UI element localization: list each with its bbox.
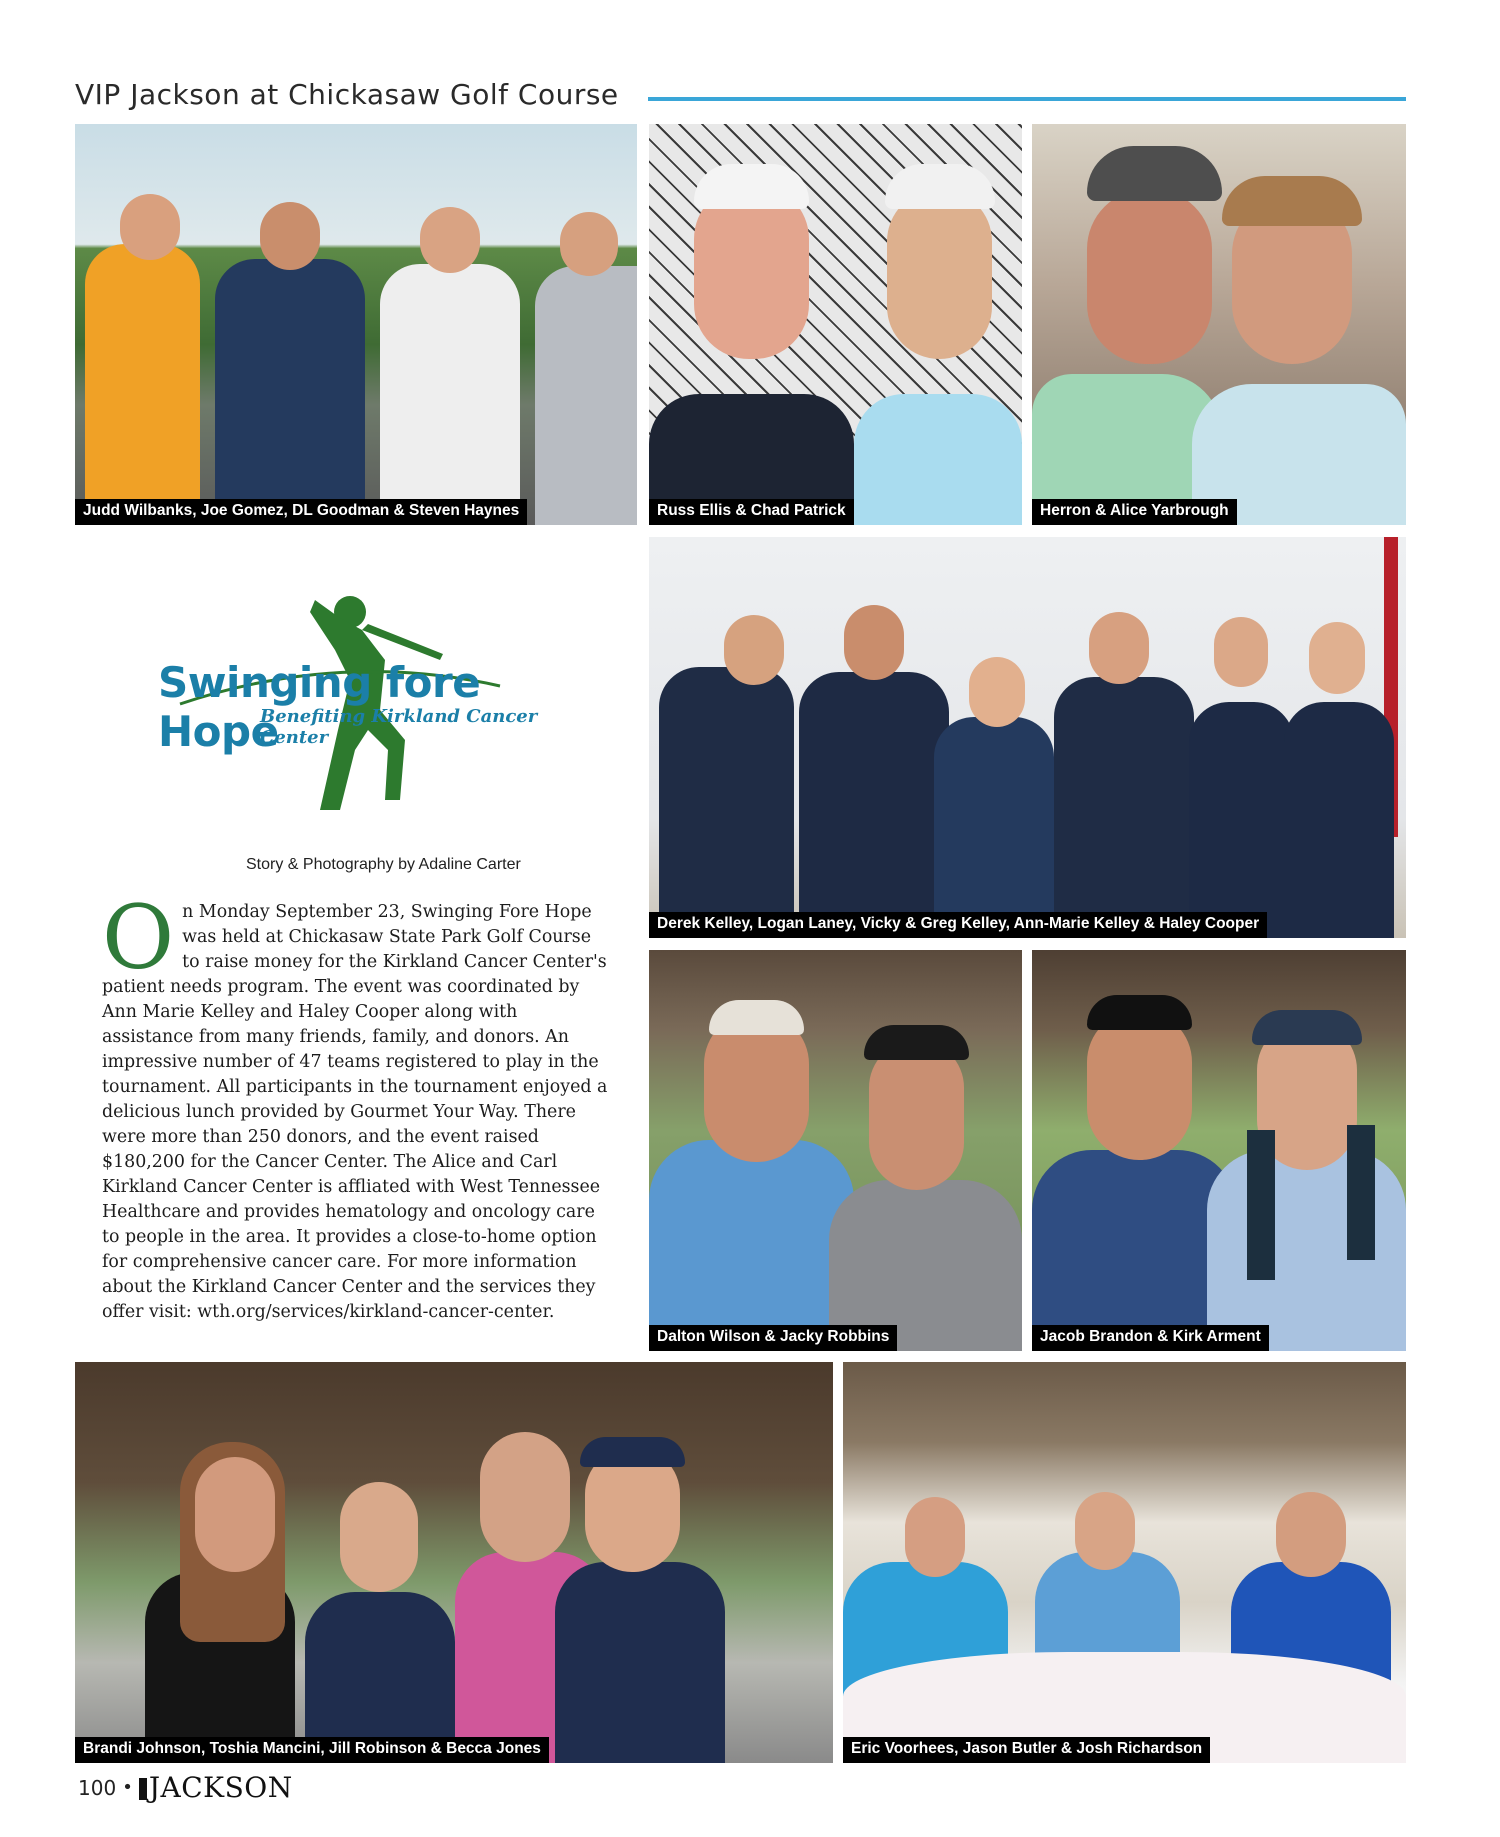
publication-title: JACKSON <box>148 1771 293 1804</box>
photo-jacob-kirk <box>1032 950 1406 1351</box>
page-number: 100 <box>78 1775 117 1800</box>
byline: Story & Photography by Adaline Carter <box>246 856 521 873</box>
article-body <box>102 886 608 1325</box>
photo-caption: Jacob Brandon & Kirk Arment <box>1032 1325 1269 1351</box>
publication-badge-icon <box>139 1778 147 1800</box>
photo-derek-group <box>649 537 1406 938</box>
photo-caption: Brandi Johnson, Toshia Mancini, Jill Robinson & Becca Jones <box>75 1737 549 1763</box>
photo-russ-chad <box>649 124 1022 525</box>
page-footer <box>78 1771 293 1804</box>
photo-caption: Herron & Alice Yarbrough <box>1032 499 1237 525</box>
logo-title: Swinging fore Hope <box>158 658 481 756</box>
photo-dalton-jacky <box>649 950 1022 1351</box>
article-text: n Monday September 23, Swinging Fore Hope was held at Chickasaw State Park Golf Course to raise money for the Kirkland Cancer Center's patient needs program. The event was coordinated by Ann Marie Kelley and Haley Cooper along with assistance from many friends, family, and donors. An impressive number of 47 teams registered to play in the tournament. All participants in the tournament enjoyed a delicious lunch provided by Gourmet Your Way. There were more than 250 donors, and the event raised $180,200 for the Cancer Center. The Alice and Carl Kirkland Cancer Center is affliated with West Tennessee Healthcare and provides hematology and oncology care to people in the area. It provides a close-to-home option for comprehensive cancer care. For more information about the Kirkland Cancer Center and the services they offer visit: wth.org/services/kirkland-cancer-center. <box>102 902 608 1322</box>
swinging-fore-hope-logo <box>140 590 580 820</box>
drop-cap: O <box>102 886 175 989</box>
photo-caption: Dalton Wilson & Jacky Robbins <box>649 1325 897 1351</box>
title-rule <box>648 97 1406 101</box>
logo-tagline: Benefiting Kirkland Cancer Center <box>260 706 538 748</box>
photo-eric-group <box>843 1362 1406 1763</box>
photo-caption: Derek Kelley, Logan Laney, Vicky & Greg Kelley, Ann-Marie Kelley & Haley Cooper <box>649 912 1267 938</box>
photo-brandi-group <box>75 1362 833 1763</box>
publication-name <box>139 1771 293 1804</box>
photo-caption: Eric Voorhees, Jason Butler & Josh Richardson <box>843 1737 1210 1763</box>
page-title: VIP Jackson at Chickasaw Golf Course <box>75 78 619 111</box>
photo-herron-alice <box>1032 124 1406 525</box>
photo-judd-group <box>75 124 637 525</box>
photo-caption: Judd Wilbanks, Joe Gomez, DL Goodman & Steven Haynes <box>75 499 527 525</box>
footer-bullet: • <box>122 1777 133 1798</box>
photo-caption: Russ Ellis & Chad Patrick <box>649 499 854 525</box>
